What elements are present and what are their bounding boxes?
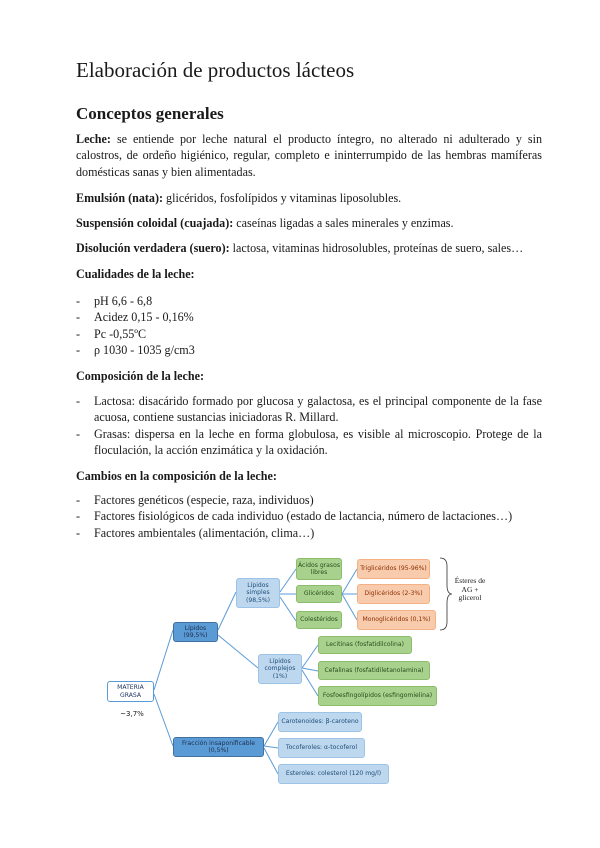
def-emulsion-term: Emulsión (nata):: [76, 191, 164, 205]
def-suspension-term: Suspensión coloidal (cuajada):: [76, 216, 234, 230]
list-item: - ρ 1030 - 1035 g/cm3: [76, 342, 542, 358]
connector: [154, 630, 173, 690]
def-leche-text: se entiende por leche natural el producto íntegro, no alterado ni adulterado y sin calostros, de ordeño higiénico, regular, completo e ininterrumpido de las hembras mamíferas domésticas sanas y bien alimentadas.: [76, 132, 542, 179]
list-item: - Factores genéticos (especie, raza, individuos): [76, 492, 542, 508]
connector: [264, 748, 278, 774]
gliceridos-box: Glicéridos: [296, 585, 342, 603]
carotenoides-box: Carotenoides: β-caroteno: [278, 712, 362, 732]
cefalinas-box: Cefalinas (fosfatidiletanolamina): [318, 661, 430, 680]
list-item: - pH 6,6 - 6,8: [76, 293, 542, 309]
composicion-heading: Composición de la leche:: [76, 369, 204, 383]
page-title: Elaboración de productos lácteos: [76, 58, 355, 82]
def-leche-term: Leche:: [76, 132, 111, 146]
lecitinas-box: Lecitinas (fosfatidilcolina): [318, 636, 412, 654]
trigliceridos-box: Triglicéridos (95-96%): [357, 559, 430, 579]
connector: [280, 597, 296, 621]
list-item: - Pc -0,55ºC: [76, 326, 542, 342]
connector: [342, 594, 357, 620]
list-item: - Factores fisiológicos de cada individuo (estado de lactancia, número de lactaciones…): [76, 508, 542, 524]
connector: [218, 592, 236, 630]
esteroles-box: Esteroles: colesterol (120 mg/l): [278, 764, 389, 784]
section-heading: Conceptos generales: [76, 104, 224, 123]
cualidades-heading: Cualidades de la leche:: [76, 267, 195, 281]
connector: [154, 694, 173, 746]
list-item: - Factores ambientales (alimentación, clima…): [76, 525, 542, 541]
materia-grasa-box: MATERIA GRASA: [107, 681, 154, 702]
connector: [280, 569, 296, 592]
lipidos-box: Lípidos (99,5%): [173, 622, 218, 642]
def-disolucion-text: lactosa, vitaminas hidrosolubles, proteínas de suero, sales…: [229, 241, 524, 255]
connector: [264, 722, 278, 746]
colesteridos-box: Colestéridos: [296, 611, 342, 629]
cambios-heading: Cambios en la composición de la leche:: [76, 469, 277, 483]
fosfoesfingolipidos-box: Fosfoesfingolípidos (esfingomielina): [318, 686, 437, 706]
digliceridos-box: Diglicéridos (2-3%): [357, 584, 430, 604]
def-suspension-text: caseínas ligadas a sales minerales y enzimas.: [233, 216, 454, 230]
list-item: - Grasas: dispersa en la leche en forma globulosa, es visible al microscopio. Protege de la floculación, la acción enzimática y la oxidación.: [76, 426, 542, 459]
connector: [302, 645, 318, 668]
connector: [264, 746, 278, 748]
lipidos-complejos-box: Lípidos complejos (1%): [258, 654, 302, 684]
connector: [342, 569, 357, 594]
connector: [218, 635, 258, 668]
monogliceridos-box: Monoglicéridos (0,1%): [357, 610, 436, 630]
tocoferoles-box: Tocoferoles: α-tocoferol: [278, 738, 365, 758]
esteres-note: Ésteres de AG + glicerol: [454, 576, 486, 603]
lipidos-simples-box: Lípidos simples (98,5%): [236, 578, 280, 608]
connector: [302, 670, 318, 696]
connector: [302, 668, 318, 671]
list-item: - Lactosa: disacárido formado por glucosa y galactosa, es el principal componente de la fase acuosa, contiene sustancias iniciadoras R. Millard.: [76, 393, 542, 426]
insaponificable-box: Fracción insaponificable (0,5%): [173, 737, 264, 757]
def-emulsion-text: glicéridos, fosfolípidos y vitaminas liposolubles.: [163, 191, 402, 205]
list-item: - Acidez 0,15 - 0,16%: [76, 309, 542, 325]
def-disolucion-term: Disolución verdadera (suero):: [76, 241, 230, 255]
acidos-grasos-box: Ácidos grasos libres: [296, 558, 342, 580]
materia-grasa-percent: ~3,7%: [120, 710, 144, 718]
